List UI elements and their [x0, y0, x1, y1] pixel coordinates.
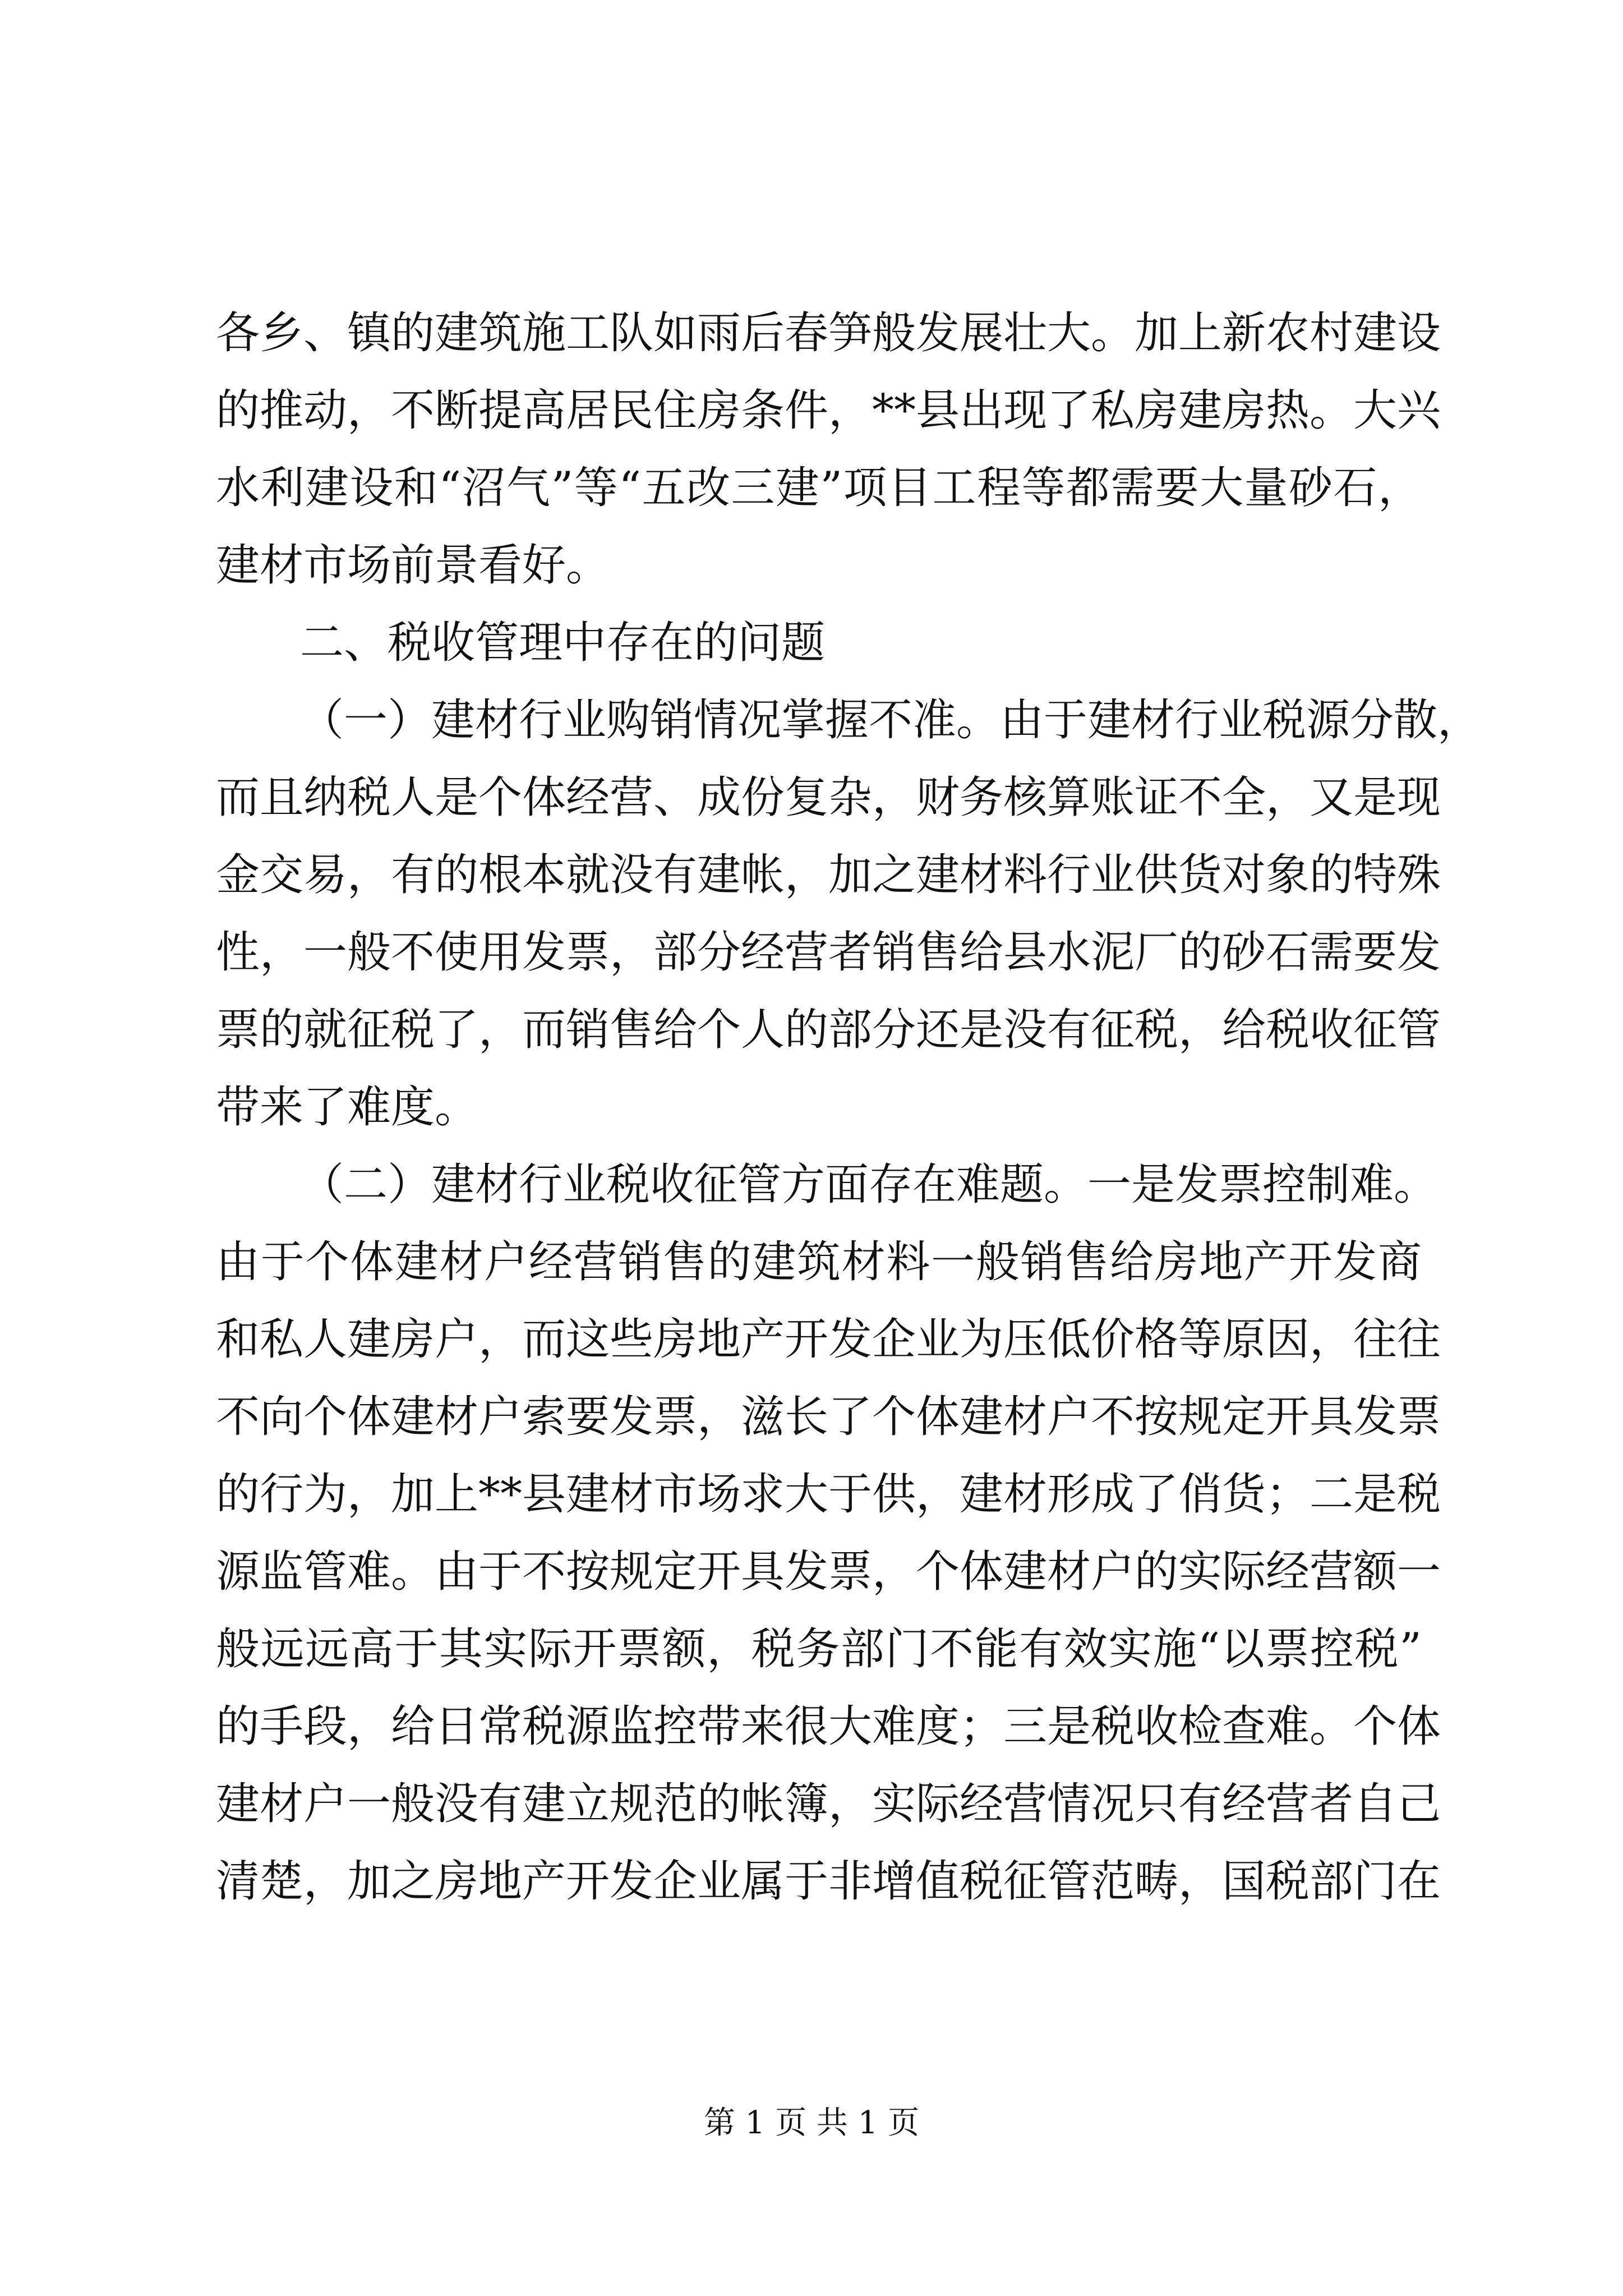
text-line: 性，一般不使用发票，部分经营者销售给县水泥厂的砂石需要发 — [216, 927, 1441, 978]
text-line: 建材市场前景看好。 — [216, 540, 610, 591]
text-line: 般远远高于其实际开票额，税务部门不能有效实施“以票控税” — [216, 1624, 1422, 1674]
page-number: 第 1 页 共 1 页 — [703, 2105, 920, 2141]
text-line: 金交易，有的根本就没有建帐，加之建材料行业供货对象的特殊 — [216, 850, 1441, 900]
text-line: 的手段，给日常税源监控带来很大难度；三是税收检查难。个体 — [216, 1701, 1441, 1752]
text-line: 的推动，不断提高居民住房条件，**县出现了私房建房热。大兴 — [216, 385, 1441, 436]
text-line: 水利建设和“沼气”等“五改三建”项目工程等都需要大量砂石， — [216, 463, 1422, 513]
text-line: 和私人建房户，而这些房地产开发企业为压低价格等原因，往往 — [216, 1314, 1441, 1365]
text-line: 不向个体建材户索要发票，滋长了个体建材户不按规定开具发票 — [216, 1392, 1441, 1442]
text-line: 由于个体建材户经营销售的建筑材料一般销售给房地产开发商 — [216, 1237, 1422, 1287]
text-line: （一）建材行业购销情况掌握不准。由于建材行业税源分散， — [300, 695, 1482, 746]
body-text — [216, 295, 1482, 1920]
text-line: 清楚，加之房地产开发企业属于非增值税征管范畴，国税部门在 — [216, 1856, 1441, 1907]
section-heading: 二、税收管理中存在的问题 — [300, 618, 826, 668]
text-line: 源监管难。由于不按规定开具发票，个体建材户的实际经营额一 — [216, 1547, 1441, 1597]
text-line: 而且纳税人是个体经营、成份复杂，财务核算账证不全，又是现 — [216, 772, 1441, 823]
text-line: 各乡、镇的建筑施工队如雨后春笋般发展壮大。加上新农村建设 — [216, 308, 1441, 358]
text-line: 票的就征税了，而销售给个人的部分还是没有征税，给税收征管 — [216, 1005, 1441, 1055]
text-line: 带来了难度。 — [216, 1082, 479, 1133]
page-footer — [0, 2101, 1623, 2146]
text-line: 的行为，加上**县建材市场求大于供，建材形成了俏货；二是税 — [216, 1469, 1441, 1520]
text-line: 建材户一般没有建立规范的帐簿，实际经营情况只有经营者自己 — [216, 1779, 1441, 1829]
text-line: （二）建材行业税收征管方面存在难题。一是发票控制难。 — [300, 1159, 1438, 1210]
